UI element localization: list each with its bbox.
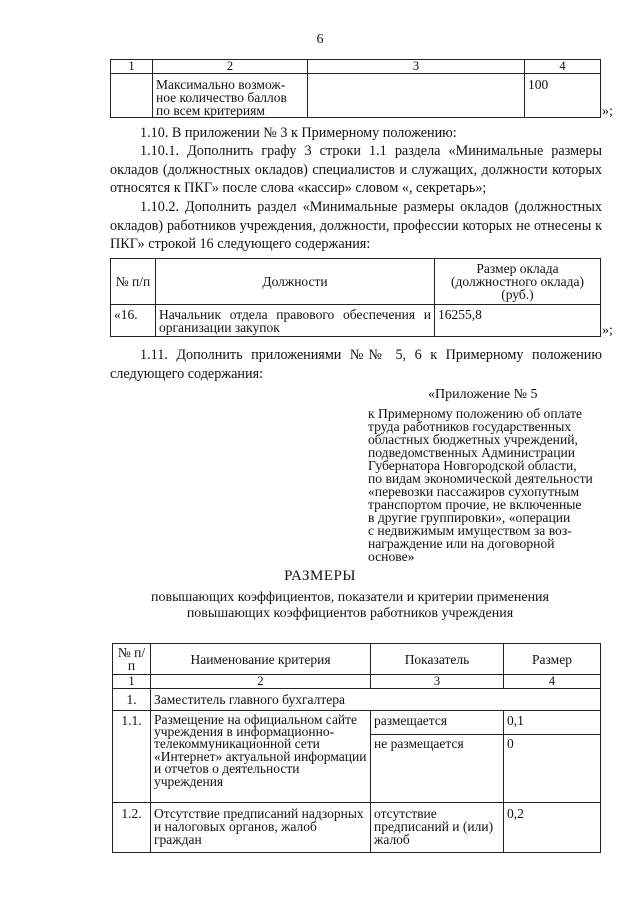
row-number: 1.2. — [113, 802, 151, 852]
appendix-line: к Примерному положению об оплате — [368, 406, 583, 421]
criteria-total-table — [110, 59, 601, 118]
max-score-label: Максимально возмож-ное количество баллов по всем критериям — [153, 73, 308, 117]
table2-tail: »; — [602, 323, 613, 338]
col-number-2: 2 — [151, 675, 371, 689]
col-number-3: 3 — [308, 60, 525, 74]
paragraph-1-11: 1.11. Дополнить приложениями №№ 5, 6 к Примерному положению следующего содержания: — [110, 347, 602, 382]
col-number-header: № п/п — [113, 644, 151, 675]
appendix-line: по видам экономической деятельности — [368, 471, 593, 486]
table-cell-empty — [308, 73, 525, 117]
row-size: 0,1 — [504, 710, 601, 734]
row-criterion: Отсутствие предписаний надзорных и налоговых органов, жалоб граждан — [151, 802, 371, 852]
col-number-3: 3 — [371, 675, 504, 689]
table1-tail: »; — [602, 104, 613, 119]
col-size-header: Размер — [504, 644, 601, 675]
row-size: 0 — [504, 734, 601, 802]
page-number: 6 — [316, 32, 324, 47]
max-score-value: 100 — [525, 73, 601, 117]
row-position: Начальник отдела правового обеспечения и организации закупок — [156, 305, 435, 337]
coefficients-table — [112, 643, 601, 853]
appendix-line: в другие группировки», «операции — [368, 510, 571, 525]
appendix-line: областных бюджетных учреждений, — [368, 432, 578, 447]
col-number-header: № п/п — [111, 259, 156, 305]
col-salary-header: Размер оклада (должностного оклада) (руб.) — [435, 259, 601, 305]
row-indicator: размещается — [371, 710, 504, 734]
col-number-1: 1 — [113, 675, 151, 689]
appendix-line: основе» — [368, 549, 415, 564]
row-size: 0,2 — [504, 802, 601, 852]
row-indicator: отсутствие предписаний и (или) жалоб — [371, 802, 504, 852]
col-indicator-header: Показатель — [371, 644, 504, 675]
row-number: «16. — [111, 305, 156, 337]
appendix-line: труда работников государственных — [368, 419, 572, 434]
paragraph-1-10-1: 1.10.1. Дополнить графу 3 строки 1.1 раздела «Минимальные размеры окладов (должностных окладов) специалистов и служащих, должности которых относятся к ПКГ» после слова «кассир» словом «, секретарь»; — [110, 143, 602, 196]
row-number: 1.1. — [113, 710, 151, 802]
section-number: 1. — [113, 688, 151, 710]
col-number-1: 1 — [111, 60, 153, 74]
col-number-2: 2 — [153, 60, 308, 74]
row-indicator: не размещается — [371, 734, 504, 802]
col-position-header: Должности — [156, 259, 435, 305]
appendix-line: «перевозки пассажиров сухопутным — [368, 484, 580, 499]
appendix-title: «Приложение № 5 — [428, 387, 538, 402]
appendix-line: транспортом прочие, не включенные — [368, 497, 582, 512]
paragraph-1-10-2: 1.10.2. Дополнить раздел «Минимальные размеры окладов (должностных окладов) работников учреждения, должности, профессии которых не отнесены к ПКГ» строкой 16 следующего содержания: — [110, 199, 602, 252]
col-number-4: 4 — [504, 675, 601, 689]
appendix-line: Губернатора Новгородской области, — [368, 458, 577, 473]
paragraph-1-10: 1.10. В приложении № 3 к Примерному положению: — [140, 125, 457, 141]
appendix-line: подведомственных Администрации — [368, 445, 576, 460]
positions-salary-table — [110, 258, 601, 337]
section-name: Заместитель главного бухгалтера — [151, 688, 601, 710]
table-cell-empty — [111, 73, 153, 117]
col-criterion-header: Наименование критерия — [151, 644, 371, 675]
col-number-4: 4 — [525, 60, 601, 74]
row-criterion: Размещение на официальном сайте учреждения в информационно-телекоммуникационной сети «Интернет» актуальной информации и отчетов о деятельности учреждения — [151, 710, 371, 802]
section-heading: РАЗМЕРЫ — [284, 568, 356, 584]
section-subheading: повышающих коэффициентов, показатели и критерии применения повышающих коэффициентов работников учреждения — [151, 590, 549, 621]
appendix-line: с недвижимым имуществом за воз- — [368, 523, 572, 538]
appendix-line: награждение или на договорной — [368, 536, 555, 551]
row-salary: 16255,8 — [435, 305, 601, 337]
